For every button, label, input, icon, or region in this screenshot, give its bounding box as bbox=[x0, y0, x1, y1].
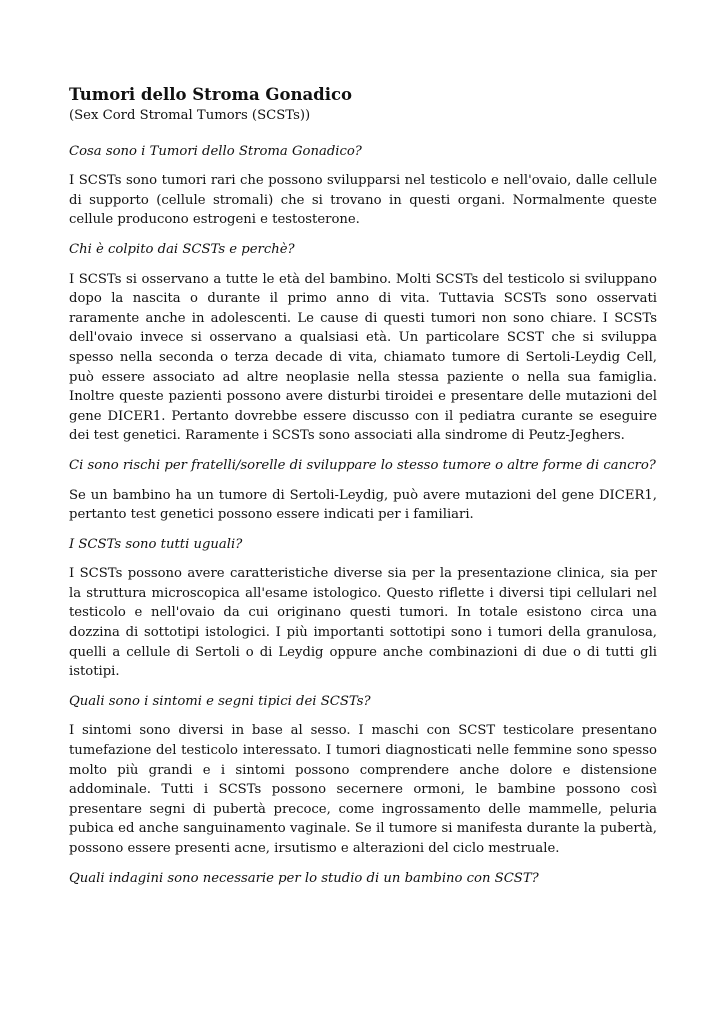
section-answer: I SCSTs possono avere caratteristiche diverse sia per la presentazione clinica, sia per la struttura microscopica all'esame istologico. Questo riflette i diversi tipi cellulari nel testicolo e nell'ovaio da cui originano questi tumori. In totale esistono circa una dozzina di sottotipi istologici. I più importanti sottotipi sono i tumori della granulosa, quelli a cellule di Sertoli o di Leydig oppure anche combinazioni di due o di tutti gli istotipi. bbox=[69, 566, 657, 680]
section-answer: Se un bambino ha un tumore di Sertoli-Leydig, può avere mutazioni del gene DICER1, pertanto test genetici possono essere indicati per i familiari. bbox=[69, 487, 657, 523]
document-page bbox=[69, 84, 657, 898]
document-title: Tumori dello Stroma Gonadico bbox=[69, 85, 353, 104]
section-question: Quali sono i sintomi e segni tipici dei SCSTs? bbox=[69, 693, 371, 709]
section-question: Quali indagini sono necessarie per lo studio di un bambino con SCST? bbox=[69, 870, 539, 886]
document-subtitle: (Sex Cord Stromal Tumors (SCSTs)) bbox=[69, 108, 311, 123]
section-answer: I SCSTs si osservano a tutte le età del bambino. Molti SCSTs del testicolo si sviluppano dopo la nascita o durante il primo anno di vita. Tuttavia SCSTs sono osservati raramente anche in adolescenti. Le cause di questi tumori non sono chiare. I SCSTs dell'ovaio invece si osservano a qualsiasi età. Un particolare SCST che si sviluppa spesso nella seconda o terza decade di vita, chiamato tumore di Sertoli-Leydig Cell, può essere associato ad altre neoplasie nella stessa paziente o nella sua famiglia. Inoltre queste pazienti possono avere disturbi tiroidei e presentare delle mutazioni del gene DICER1. Pertanto dovrebbe essere discusso con il pediatra curante se eseguire dei test genetici. Raramente i SCSTs sono associati alla sindrome di Peutz-Jeghers. bbox=[69, 271, 657, 444]
section-question: Chi è colpito dai SCSTs e perchè? bbox=[69, 241, 295, 257]
section-question: I SCSTs sono tutti uguali? bbox=[69, 536, 243, 552]
section-question: Ci sono rischi per fratelli/sorelle di sviluppare lo stesso tumore o altre forme di cancro? bbox=[69, 457, 656, 473]
section-answer: I SCSTs sono tumori rari che possono svilupparsi nel testicolo e nell'ovaio, dalle cellule di supporto (cellule stromali) che si trovano in questi organi. Normalmente queste cellule producono estrogeni e testosterone. bbox=[69, 173, 657, 228]
section-answer: I sintomi sono diversi in base al sesso. I maschi con SCST testicolare presentano tumefazione del testicolo interessato. I tumori diagnosticati nelle femmine sono spesso molto più grandi e i sintomi possono comprendere anche dolore e distensione addominale. Tutti i SCSTs possono secernere ormoni, le bambine possono così presentare segni di pubertà precoce, come ingrossamento delle mammelle, peluria pubica ed anche sanguinamento vaginale. Se il tumore si manifesta durante la pubertà, possono essere presenti acne, irsutismo e alterazioni del ciclo mestruale. bbox=[69, 723, 657, 856]
section-question: Cosa sono i Tumori dello Stroma Gonadico? bbox=[69, 143, 362, 159]
